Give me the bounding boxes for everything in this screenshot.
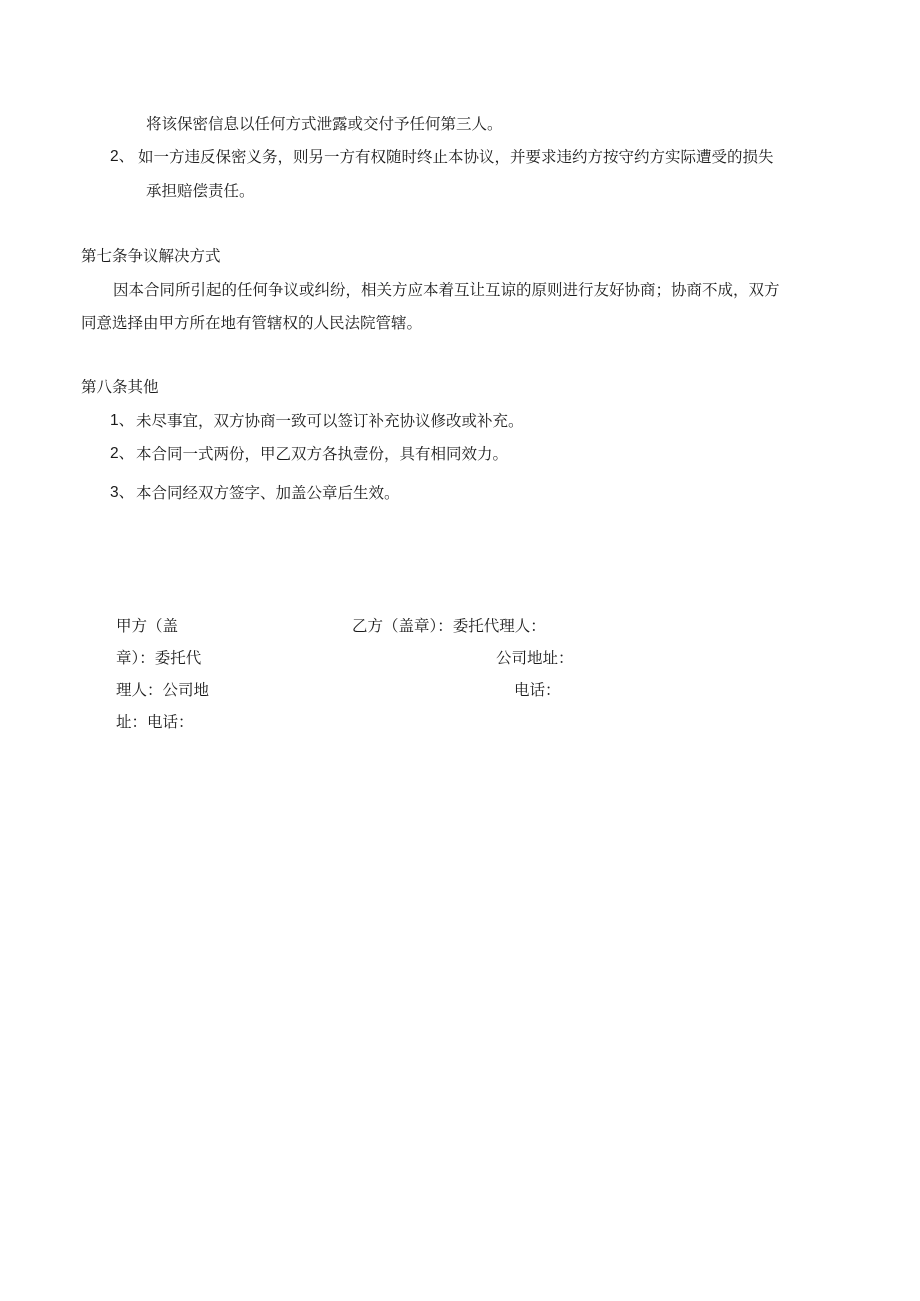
confidentiality-item-2-line2: 承担赔偿责任。: [146, 182, 255, 200]
section-7-heading: 第七条争议解决方式: [81, 247, 221, 265]
section-8-item-2-text: 本合同一式两份，甲乙双方各执壹份，具有相同效力。: [136, 445, 509, 463]
confidentiality-item-2-number: 2、: [110, 148, 135, 165]
section-8-heading: 第八条其他: [81, 378, 159, 396]
section-8-item-2-number: 2、: [110, 445, 135, 462]
party-a-signature-line2: 章）：委托代: [116, 649, 202, 667]
party-a-signature-line3: 理人：公司地: [116, 681, 210, 699]
party-b-signature-line1: 乙方（盖章）：委托代理人：: [352, 617, 546, 635]
party-a-signature-line4: 址：电话：: [116, 713, 194, 731]
confidentiality-continuation: 将该保密信息以任何方式泄露或交付予任何第三人。: [146, 115, 503, 133]
section-8-item-3-number: 3、: [110, 484, 135, 501]
section-8-item-1-number: 1、: [110, 412, 135, 429]
section-8-item-3-text: 本合同经双方签字、加盖公章后生效。: [136, 484, 400, 502]
section-7-paragraph-line2: 同意选择由甲方所在地有管辖权的人民法院管辖。: [81, 314, 423, 332]
section-7-paragraph-line1: 因本合同所引起的任何争议或纠纷，相关方应本着互让互谅的原则进行友好协商；协商不成，双方: [113, 281, 780, 299]
party-b-phone-label: 电话：: [514, 681, 561, 699]
party-b-address-label: 公司地址：: [496, 649, 574, 667]
party-a-signature-line1: 甲方（盖: [116, 617, 179, 635]
section-8-item-1-text: 未尽事宜，双方协商一致可以签订补充协议修改或补充。: [136, 412, 524, 430]
confidentiality-item-2-line1: 如一方违反保密义务，则另一方有权随时终止本协议，并要求违约方按守约方实际遭受的损失: [138, 148, 774, 166]
